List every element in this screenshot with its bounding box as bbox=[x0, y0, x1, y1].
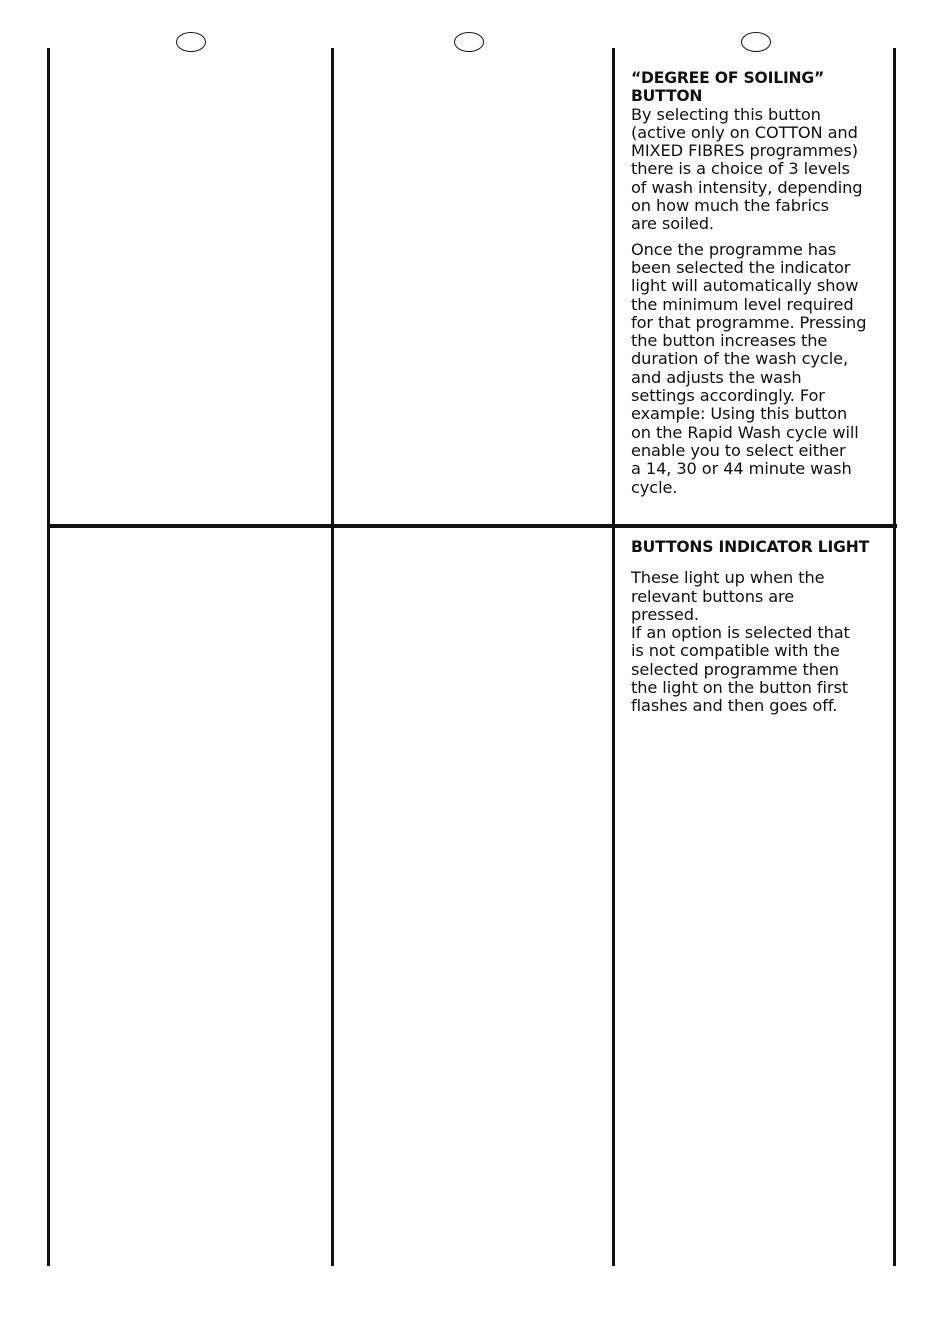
degree-of-soiling-section bbox=[631, 69, 886, 497]
column-rule-right bbox=[893, 48, 896, 1266]
language-marker-col2 bbox=[454, 32, 484, 52]
language-marker-col1 bbox=[176, 32, 206, 52]
column-rule-mid-right bbox=[612, 48, 615, 1266]
degree-of-soiling-details: Once the programme has been selected the indicator light will automatically show the minimum level required for that programme. Pressing the button increases the duration of the wash cycle, and adjusts the wash settings accordingly. For example: Using this button on the Rapid Wash cycle will enable you to select either a 14, 30 or 44 minute wash cycle. bbox=[631, 239, 867, 497]
section-divider bbox=[48, 524, 897, 528]
degree-of-soiling-heading: “DEGREE OF SOILING” BUTTON bbox=[631, 69, 825, 106]
indicator-light-heading: BUTTONS INDICATOR LIGHT bbox=[631, 538, 870, 556]
column-rule-left bbox=[47, 48, 50, 1266]
language-marker-col3 bbox=[741, 32, 771, 52]
column-rule-mid-left bbox=[331, 48, 334, 1266]
indicator-light-section bbox=[631, 538, 886, 716]
degree-of-soiling-description: By selecting this button (active only on COTTON and MIXED FIBRES programmes) there is a choice of 3 levels of wash intensity, depending on how much the fabrics are soiled. bbox=[631, 104, 863, 234]
indicator-light-description: These light up when the relevant buttons are pressed. If an option is selected that is not compatible with the selected programme then the light on the button first flashes and then goes off. bbox=[631, 568, 850, 716]
